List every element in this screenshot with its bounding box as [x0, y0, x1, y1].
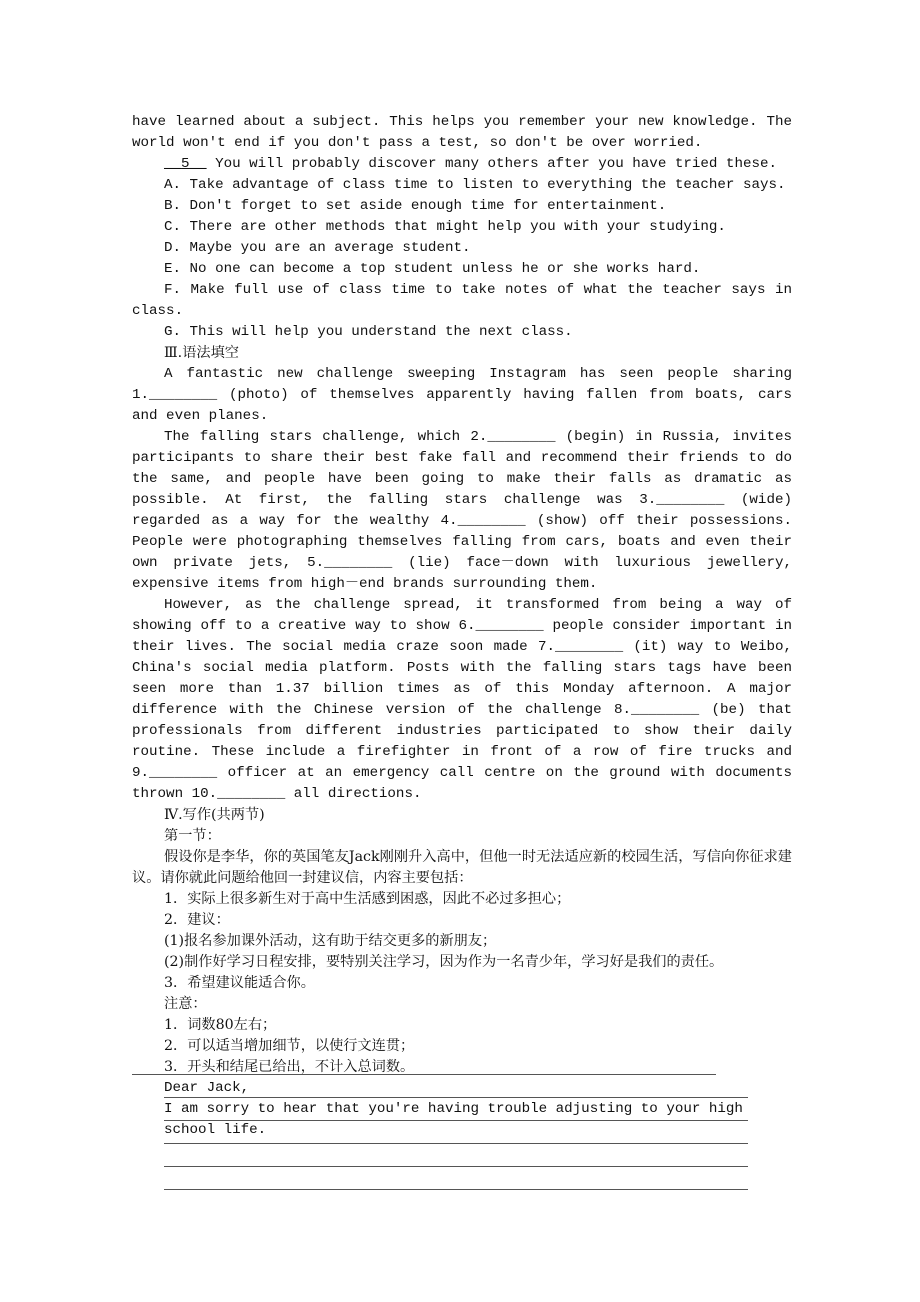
grammar-paragraph-2: The falling stars challenge, which 2.________ (begin) in Russia, invites participants to share their best fake fall and recommend their friends to do the same, and people have been going to make their falls as dramatic as possible. At first, the falling stars challenge was 3.________ (wide) regarded as a way for the wealthy 4.________ (show) off their possessions. People were photographing themselves falling from cars, boats and even their own private jets, 5.________ (lie) face－down with luxurious jewellery, expensive items from high－end brands surrounding them. — [132, 429, 792, 592]
notes-label: 注意： — [164, 996, 207, 1012]
blank-5-sentence: __5__ You will probably discover many others after you have tried these. — [164, 156, 778, 172]
option-d: D. Maybe you are an average student. — [164, 240, 471, 256]
note-3: 3．开头和结尾已给出，不计入总词数。 — [164, 1059, 415, 1075]
note-2: 2．可以适当增加细节，以使行文连贯； — [164, 1038, 415, 1054]
letter-opening: I am sorry to hear that you're having trouble adjusting to your high school life. — [164, 1101, 743, 1138]
writing-section-label: 第一节： — [164, 828, 221, 844]
option-f: F. Make full use of class time to take notes of what the teacher says in class. — [132, 282, 792, 319]
answer-line — [132, 1074, 716, 1075]
option-g: G. This will help you understand the next class. — [164, 324, 573, 340]
writing-heading: Ⅳ.写作(共两节) — [164, 807, 265, 823]
note-1: 1．词数80左右； — [164, 1017, 277, 1033]
writing-point-1: 1．实际上很多新生对于高中生活感到困惑，因此不必过多担心； — [164, 891, 571, 907]
writing-point-3: 3．希望建议能适合你。 — [164, 975, 315, 991]
answer-line — [164, 1143, 748, 1144]
writing-point-2-2: (2)制作好学习日程安排，要特别关注学习，因为作为一名青少年，学习好是我们的责任。 — [164, 954, 724, 970]
grammar-heading: Ⅲ.语法填空 — [164, 345, 239, 361]
answer-line — [164, 1097, 748, 1098]
grammar-paragraph-3: However, as the challenge spread, it transformed from being a way of showing off to a creative way to show 6.________ people consider important in their lives. The social media craze soon made 7.________ (it) way to Weibo, China's social media platform. Posts with the falling stars tags have been seen more than 1.37 billion times as of this Monday afternoon. A major difference with the Chinese version of the challenge 8.________ (be) that professionals from different industries participated to show their daily routine. These include a firefighter in front of a row of fire trucks and 9.________ officer at an emergency call centre on the ground with documents thrown 10.________ all directions. — [132, 597, 792, 802]
writing-point-2: 2．建议： — [164, 912, 230, 928]
option-c: C. There are other methods that might help you with your studying. — [164, 219, 726, 235]
option-a: A. Take advantage of class time to listen to everything the teacher says. — [164, 177, 786, 193]
option-b: B. Don't forget to set aside enough time for entertainment. — [164, 198, 667, 214]
reading-tail-text: have learned about a subject. This helps you remember your new knowledge. The world won't end if you don't pass a test, so don't be over worried. — [132, 114, 792, 151]
option-e: E. No one can become a top student unless he or she works hard. — [164, 261, 701, 277]
answer-line — [164, 1166, 748, 1167]
document-body — [132, 112, 792, 1141]
writing-prompt: 假设你是李华，你的英国笔友Jack刚刚升入高中，但他一时无法适应新的校园生活，写信向你征求建议。请你就此问题给他回一封建议信，内容主要包括： — [132, 849, 792, 886]
answer-line — [164, 1120, 748, 1121]
writing-point-2-1: (1)报名参加课外活动，这有助于结交更多的新朋友； — [164, 933, 497, 949]
grammar-paragraph-1: A fantastic new challenge sweeping Instagram has seen people sharing 1.________ (photo) of themselves apparently having fallen from boats, cars and even planes. — [132, 366, 792, 424]
answer-line — [164, 1189, 748, 1190]
letter-greeting: Dear Jack, — [164, 1080, 250, 1096]
blank-5-number: __5__ — [164, 156, 207, 172]
